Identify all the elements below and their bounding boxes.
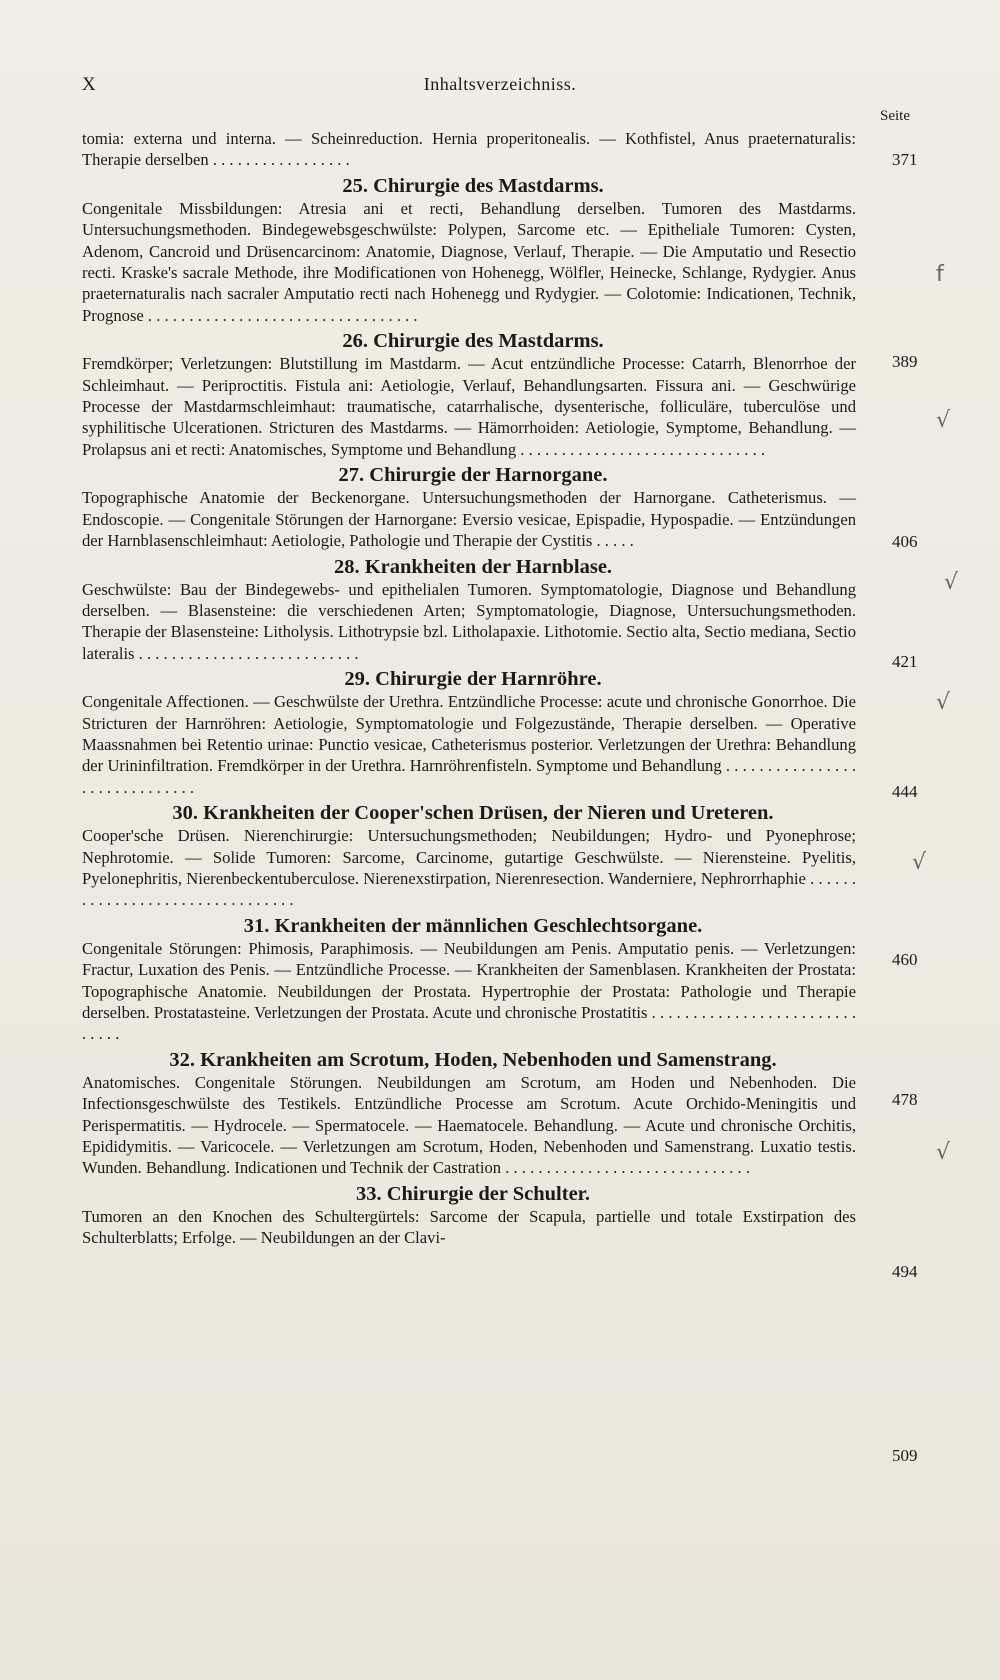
toc-entry [82,174,864,326]
section-heading: 33. Chirurgie der Schulter. [355,1182,591,1205]
page-number-roman: X [82,74,96,95]
page-ref: 478 [892,1090,918,1109]
page-ref: 460 [892,950,918,969]
page-ref: 494 [892,1262,918,1281]
toc-entry [82,555,864,665]
margin-mark: √ [936,1140,951,1165]
page-ref: 421 [892,652,918,671]
section-heading: 28. Krankheiten der Harnblase. [333,555,613,578]
section-heading: 29. Chirurgie der Harnröhre. [344,668,602,691]
section-heading: 26. Chirurgie des Mastdarms. [342,330,604,353]
toc-entry [82,914,864,1045]
toc-entry [82,667,864,798]
toc-sections [82,174,864,1249]
toc-entry-text: Fremdkörper; Verletzungen: Blutstillung im Mastdarm. — Acut entzündliche Processe: Catarrh, Blenorrhoe der Schleimhaut. — Periproctitis. Fistula ani: Aetiologie, Verlauf, Behandlungsarten. Fissura ani. — Geschwürige Processe der Mastdarmschleimhaut: traumatische, catarrhalische, dysenterische, folliculäre, tuberculöse und syphilitische Ulcerationen. Stricturen des Mastdarms. — Hämorrhoiden: Aetiologie, Symptome, Behandlung. — Prolapsus ani et recti: Anatomisches, Symptome und Behandlung . . . . . . . . . . . . . . . . . . . . . . . . . . . . . . [82,354,856,459]
margin-mark: √ [912,850,927,875]
section-heading: 31. Krankheiten der männlichen Geschlechtsorgane. [243,914,703,937]
section-heading: 30. Krankheiten der Cooper'schen Drüsen, der Nieren und Ureteren. [172,802,774,825]
page-ref: 406 [892,532,918,551]
toc-content [82,128,864,1249]
margin-mark: f [936,262,944,287]
page-ref: 509 [892,1446,918,1465]
page-ref: 389 [892,352,918,371]
toc-entry [82,329,864,460]
section-heading: 32. Krankheiten am Scrotum, Hoden, Nebenhoden und Samenstrang. [169,1048,777,1071]
toc-entry-text: Congenitale Affectionen. — Geschwülste der Urethra. Entzündliche Processe: acute und chronische Gonorrhoe. Die Stricturen der Harnröhren: Aetiologie, Symptomatologie und Folgezustände, Therapie derselben. — Operative Maassnahmen bei Retentio urinae: Punctio vesicae, Catheterismus posterior. Verletzungen der Urethra: Behandlung der Urininfiltration. Fremdkörper in der Urethra. Harnröhrenfisteln. Symptome und Behandlung . . . . . . . . . . . . . . . . . . . . . . . . . . . . . . [82,692,856,797]
toc-entry-intro [82,128,864,171]
page-ref: 444 [892,782,918,801]
toc-entry-text: Cooper'sche Drüsen. Nierenchirurgie: Untersuchungsmethoden; Neubildungen; Hydro- und Pyonephrose; Nephrotomie. — Solide Tumoren: Sarcome, Carcinome, gutartige Geschwülste. — Nierensteine. Pyelitis, Pyelonephritis, Nierenbeckentuberculose. Nierenexstirpation, Nierenresection. Wanderniere, Nephrorrhaphie . . . . . . . . . . . . . . . . . . . . . . . . . . . . . . . . [82,826,856,910]
toc-entry-text: Tumoren an den Knochen des Schultergürtels: Sarcome der Scapula, partielle und totale Exstirpation des Schulterblatts; Erfolge. — Neubildungen an der Clavi- [82,1206,856,1248]
section-heading: 27. Chirurgie der Harnorgane. [338,464,608,487]
margin-mark: √ [936,690,951,715]
toc-entry [82,801,864,911]
toc-entry [82,463,864,551]
margin-mark: √ [936,408,951,433]
section-heading: 25. Chirurgie des Mastdarms. [342,174,604,197]
toc-entry-text: Geschwülste: Bau der Bindegewebs- und epithelialen Tumoren. Symptomatologie, Diagnose und Behandlung derselben. — Blasensteine: die verschiedenen Arten; Symptomatologie, Diagnose, Untersuchungsmethoden. Therapie der Blasensteine: Litholysis. Lithotrypsie bzl. Litholapaxie. Lithotomie. Sectio alta, Sectio mediana, Sectio lateralis . . . . . . . . . . . . . . . . . . . . . . . . . . . [82,579,856,663]
toc-entry-text: Anatomisches. Congenitale Störungen. Neubildungen am Scrotum, am Hoden und Nebenhoden. Die Infectionsgeschwülste des Testikels. Entzündliche Processe am Scrotum. Acute Orchido-Meningitis und Perispermatitis. — Hydrocele. — Spermatocele. — Haematocele. Behandlung. — Acute und chronische Orchitis, Epididymitis. — Varicocele. — Verletzungen am Scrotum, Hoden, Nebenhoden und Samenstrang. Luxatio testis. Wunden. Behandlung. Indicationen und Technik der Castration . . . . . . . . . . . . . . . . . . . . . . . . . . . . . . [82,1072,856,1178]
toc-entry [82,1182,864,1249]
page-ref: 371 [892,150,918,169]
toc-entry [82,1048,864,1179]
page-column-label: Seite [880,108,910,124]
toc-entry-text: tomia: externa und interna. — Scheinreduction. Hernia properitonealis. — Kothfistel, Anus praeternaturalis: Therapie derselben . . . . . . . . . . . . . . . . . [82,129,856,170]
margin-mark: √ [944,570,959,595]
toc-entry-text: Congenitale Missbildungen: Atresia ani et recti, Behandlung derselben. Tumoren des Mastdarms. Untersuchungsmethoden. Bindegewebsgeschwülste: Polypen, Sarcome etc. — Epitheliale Tumoren: Cysten, Adenom, Cancroid und Drüsencarcinom: Anatomie, Diagnose, Verlauf, Therapie. — Die Amputatio und Resectio recti. Kraske's sacrale Methode, ihre Modificationen von Hohenegg, Wölfler, Heinecke, Schlange, Rydygier. Anus praeternaturalis nach sacraler Amputatio recti nach Hohenegg und Rydygier. — Colotomie: Indicationen, Technik, Prognose . . . . . . . . . . . . . . . . . . . . . . . . . . . . . . . . . [82,198,856,325]
running-header: Inhaltsverzeichniss. [423,74,577,94]
toc-entry-text: Congenitale Störungen: Phimosis, Paraphimosis. — Neubildungen am Penis. Amputatio penis. — Verletzungen: Fractur, Luxation des Penis. — Entzündliche Processe. — Krankheiten der Samenblasen. Krankheiten der Prostata: Topographische Anatomie. Neubildungen der Prostata. Hypertrophie der Prostata: Pathologie und Therapie derselben. Prostatasteine. Verletzungen der Prostata. Acute und chronische Prostatitis . . . . . . . . . . . . . . . . . . . . . . . . . . . . . . [82,938,856,1044]
toc-entry-text: Topographische Anatomie der Beckenorgane. Untersuchungsmethoden der Harnorgane. Catheterismus. — Endoscopie. — Congenitale Störungen der Harnorgane: Eversio vesicae, Epispadie, Hypospadie. — Entzündungen der Harnblasenschleimhaut: Aetiologie, Pathologie und Therapie der Cystitis . . . . . [82,488,856,551]
